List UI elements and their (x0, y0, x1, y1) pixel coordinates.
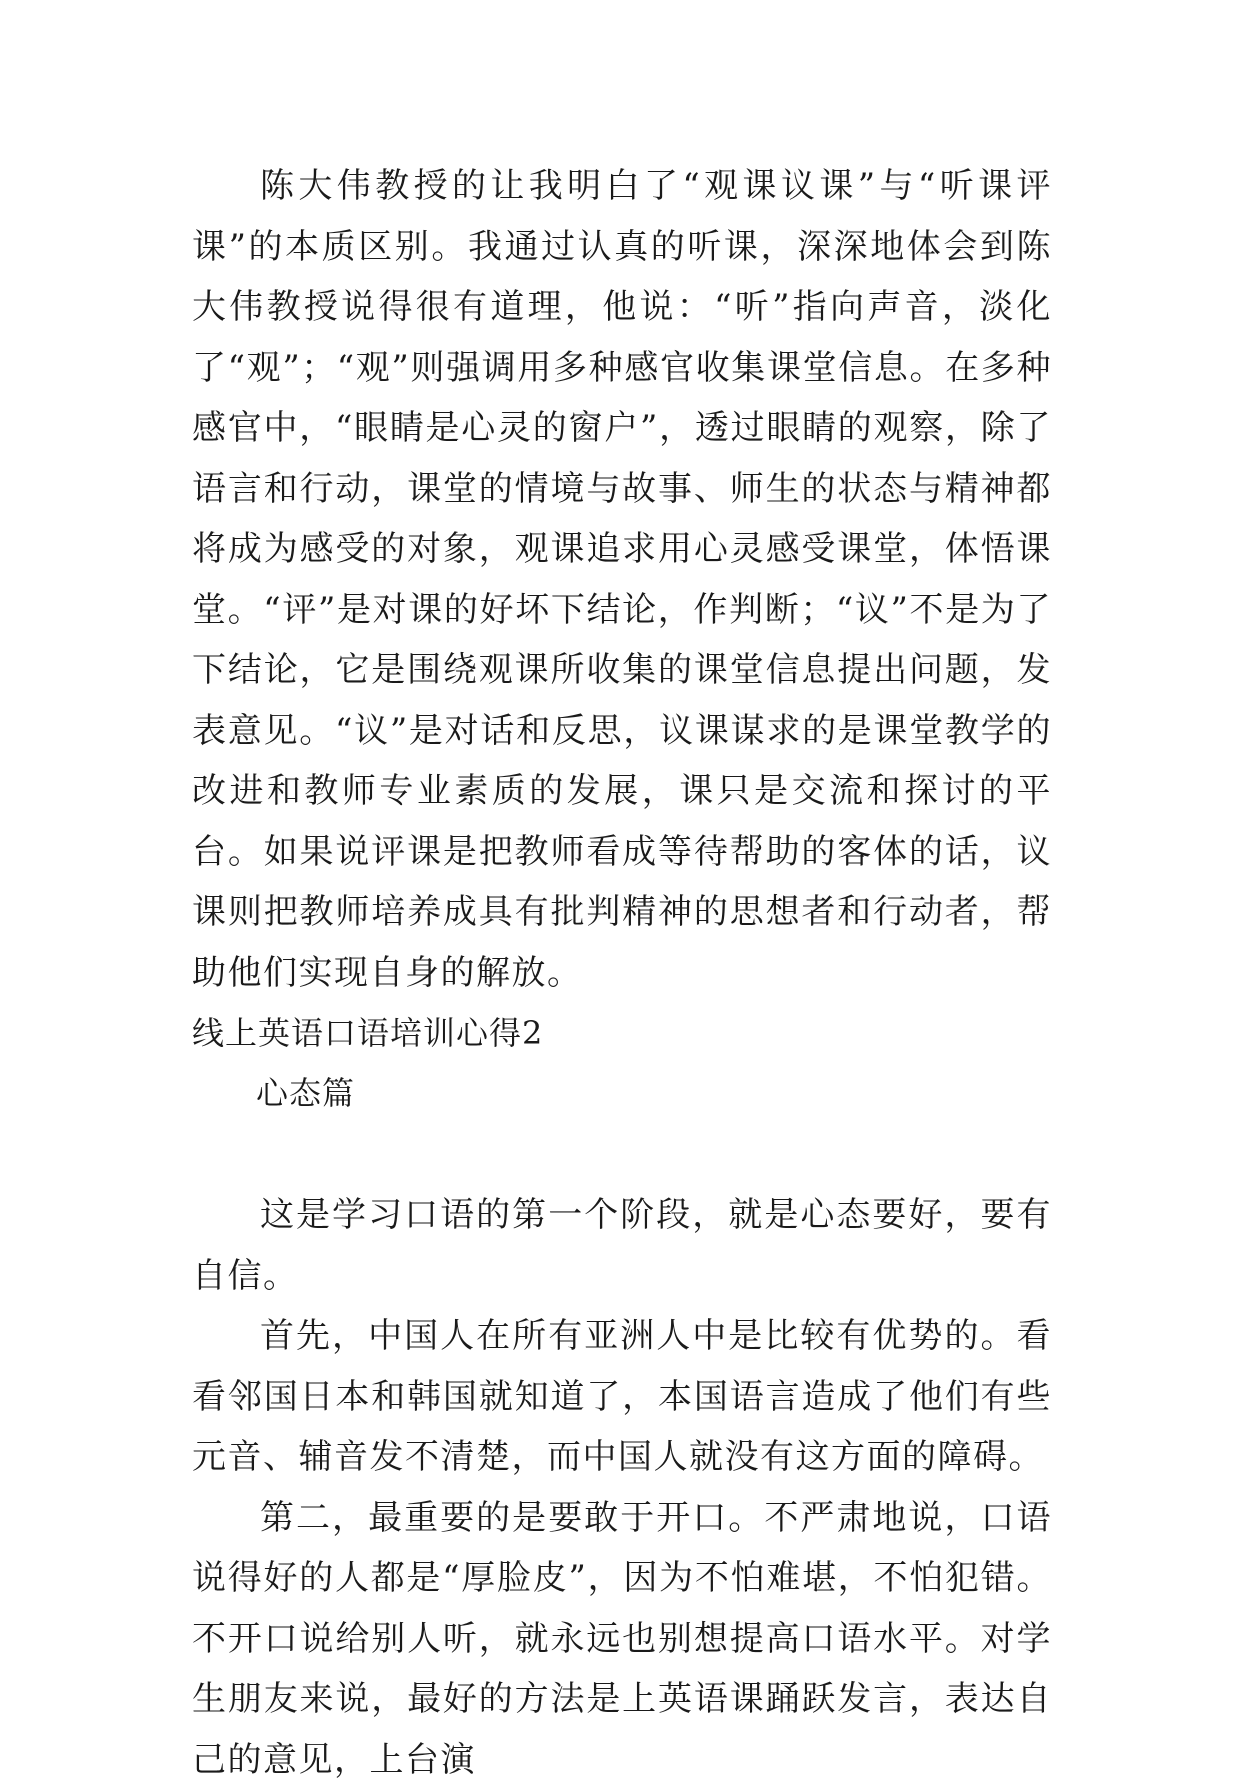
document-body (192, 156, 1052, 1790)
paragraph-second-point: 第二，最重要的是要敢于开口。不严肃地说，口语说得好的人都是“厚脸皮”，因为不怕难堪，不怕犯错。不开口说给别人听，就永远也别想提高口语水平。对学生朋友来说，最好的方法是上英语课踊跃发言，表达自己的意见，上台演 (192, 1488, 1052, 1790)
paragraph-first-point: 首先，中国人在所有亚洲人中是比较有优势的。看看邻国日本和韩国就知道了，本国语言造成了他们有些元音、辅音发不清楚，而中国人就没有这方面的障碍。 (192, 1306, 1052, 1488)
document-heading: 线上英语口语培训心得2 (192, 1003, 1052, 1063)
paragraph-mindset-intro: 这是学习口语的第一个阶段，就是心态要好，要有自信。 (192, 1185, 1052, 1306)
section-title: 心态篇 (192, 1063, 1052, 1123)
paragraph-guan-ke-yi-ke: 陈大伟教授的让我明白了“观课议课”与“听课评课”的本质区别。我通过认真的听课，深深地体会到陈大伟教授说得很有道理，他说：“听”指向声音，淡化了“观”；“观”则强调用多种感官收集课堂信息。在多种感官中，“眼睛是心灵的窗户”，透过眼睛的观察，除了语言和行动，课堂的情境与故事、师生的状态与精神都将成为感受的对象，观课追求用心灵感受课堂，体悟课堂。“评”是对课的好坏下结论，作判断；“议”不是为了下结论，它是围绕观课所收集的课堂信息提出问题，发表意见。“议”是对话和反思，议课谋求的是课堂教学的改进和教师专业素质的发展，课只是交流和探讨的平台。如果说评课是把教师看成等待帮助的客体的话，议课则把教师培养成具有批判精神的思想者和行动者，帮助他们实现自身的解放。 (192, 156, 1052, 1003)
blank-line (192, 1123, 1052, 1185)
